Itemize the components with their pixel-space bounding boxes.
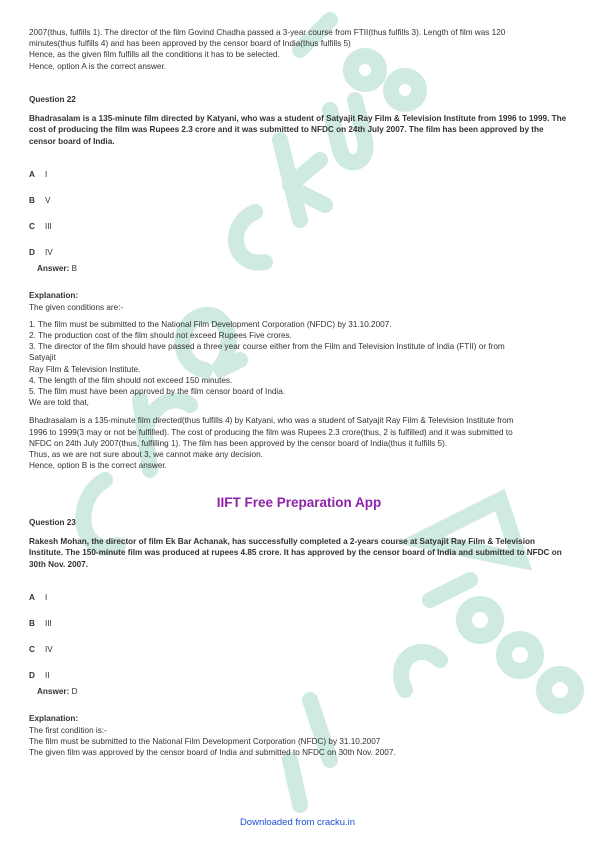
prev-explanation-line: 2007(thus, fulfills 1). The director of the film Govind Chadha passed a 3-year course from FTII(thus fulfills 3). Length of film was 120: [29, 28, 506, 37]
explanation-line: 1. The film must be submitted to the National Film Development Corporation (NFDC) by 31.10.2007.: [29, 319, 392, 329]
answer-line: [37, 263, 569, 274]
answer-value: D: [71, 687, 78, 697]
option-letter: D: [29, 247, 35, 257]
option-text: II: [45, 670, 50, 680]
option-text: IV: [45, 247, 53, 257]
option-letter: C: [29, 221, 35, 231]
option-b[interactable]: [29, 187, 569, 213]
option-text: I: [45, 169, 48, 179]
question-22-text: Bhadrasalam is a 135-minute film directed by Katyani, who was a student of Satyajit Ray Film & Television Institute from 1996 to 1999. The cost of producing the film was Rupees 2.3 crore and it was submitted to NFDC on 24th July 2007. The film has been approved by the censor board of India.: [29, 114, 567, 146]
prev-explanation-line: minutes(thus fulfills 4) and has been approved by the censor board of India(thus fulfills 5): [29, 39, 351, 49]
option-letter: D: [29, 670, 35, 680]
option-letter: A: [29, 169, 35, 179]
option-d[interactable]: [29, 239, 569, 265]
option-text: III: [45, 221, 52, 231]
option-d[interactable]: [29, 662, 569, 688]
option-text: I: [45, 592, 48, 602]
option-letter: B: [29, 195, 35, 205]
explanation-title: Explanation:: [29, 291, 79, 301]
explanation-line: Hence, option B is the correct answer.: [29, 461, 167, 471]
explanation-title: Explanation:: [29, 714, 79, 724]
option-c[interactable]: [29, 636, 569, 662]
promo-link[interactable]: IIFT Free Preparation App: [216, 495, 382, 511]
explanation-line: We are told that,: [29, 398, 89, 408]
question-23-heading: Question 23: [29, 517, 76, 527]
explanation-line: 1996 to 1999(3 may or not be fulfilled). The cost of producing the film was Rupees 2.3 crore(thus, 2 is fulfilled) and it was submitted to: [29, 427, 513, 437]
explanation-line: The first condition is:-: [29, 725, 107, 735]
document-page: [29, 27, 569, 758]
option-a[interactable]: [29, 584, 569, 610]
option-a[interactable]: [29, 161, 569, 187]
question-23-text: Rakesh Mohan, the director of film Ek Bar Achanak, has successfully completed a 2-years course at Satyajit Ray Film & Television Institute. The 150-minute film was produced at rupees 4.85 crore. It has approved by the censor board of India and submitted to NFDC on 30th Nov. 2007.: [29, 536, 562, 569]
explanation-line: NFDC on 24th July 2007(thus, fulfilling 1). The film has been approved by the censor board of India(thus it fulfills 5).: [29, 438, 448, 448]
answer-value: B: [71, 264, 78, 274]
prev-explanation-line: Hence, option A is the correct answer.: [29, 61, 166, 71]
explanation-line: The given film was approved by the censor board of India and submitted to NFDC on 30th Nov. 2007.: [29, 747, 396, 757]
option-letter: C: [29, 644, 35, 654]
option-letter: B: [29, 618, 35, 628]
explanation-line: The film must be submitted to the National Film Development Corporation (NFDC) by 31.10.2007: [29, 736, 381, 746]
option-text: V: [45, 195, 51, 205]
explanation-line: The given conditions are:-: [29, 302, 124, 312]
explanation-line: 5. The film must have been approved by the film censor board of India.: [29, 387, 286, 397]
option-text: III: [45, 618, 52, 628]
answer-label: Answer:: [37, 687, 70, 697]
explanation-line: 2. The production cost of the film should not exceed Rupees Five crores.: [29, 331, 292, 341]
option-text: IV: [45, 644, 53, 654]
explanation-line: Thus, as we are not sure about 3, we cannot make any decision.: [29, 450, 263, 460]
explanation-line: 3. The director of the film should have passed a three year course either from the Film and Television Institute of India (FTII) or from: [29, 342, 505, 352]
question-22-heading: Question 22: [29, 94, 76, 104]
explanation-line: Bhadrasalam is a 135-minute film directed(thus fulfills 4) by Katyani, who was a student of Satyajit Ray Film & Television Institute from: [29, 416, 514, 426]
option-letter: A: [29, 592, 35, 602]
option-b[interactable]: [29, 610, 569, 636]
answer-line: [37, 686, 569, 697]
footer-link[interactable]: Downloaded from cracku.in: [239, 817, 356, 828]
answer-label: Answer:: [37, 264, 70, 274]
explanation-line: 4. The length of the film should not exceed 150 minutes.: [29, 375, 233, 385]
explanation-line: Ray Film & Television Institute.: [29, 364, 141, 374]
explanation-line: Satyajit: [29, 353, 56, 363]
prev-explanation-line: Hence, as the given film fulfills all the conditions it has to be selected.: [29, 50, 280, 60]
option-c[interactable]: [29, 213, 569, 239]
